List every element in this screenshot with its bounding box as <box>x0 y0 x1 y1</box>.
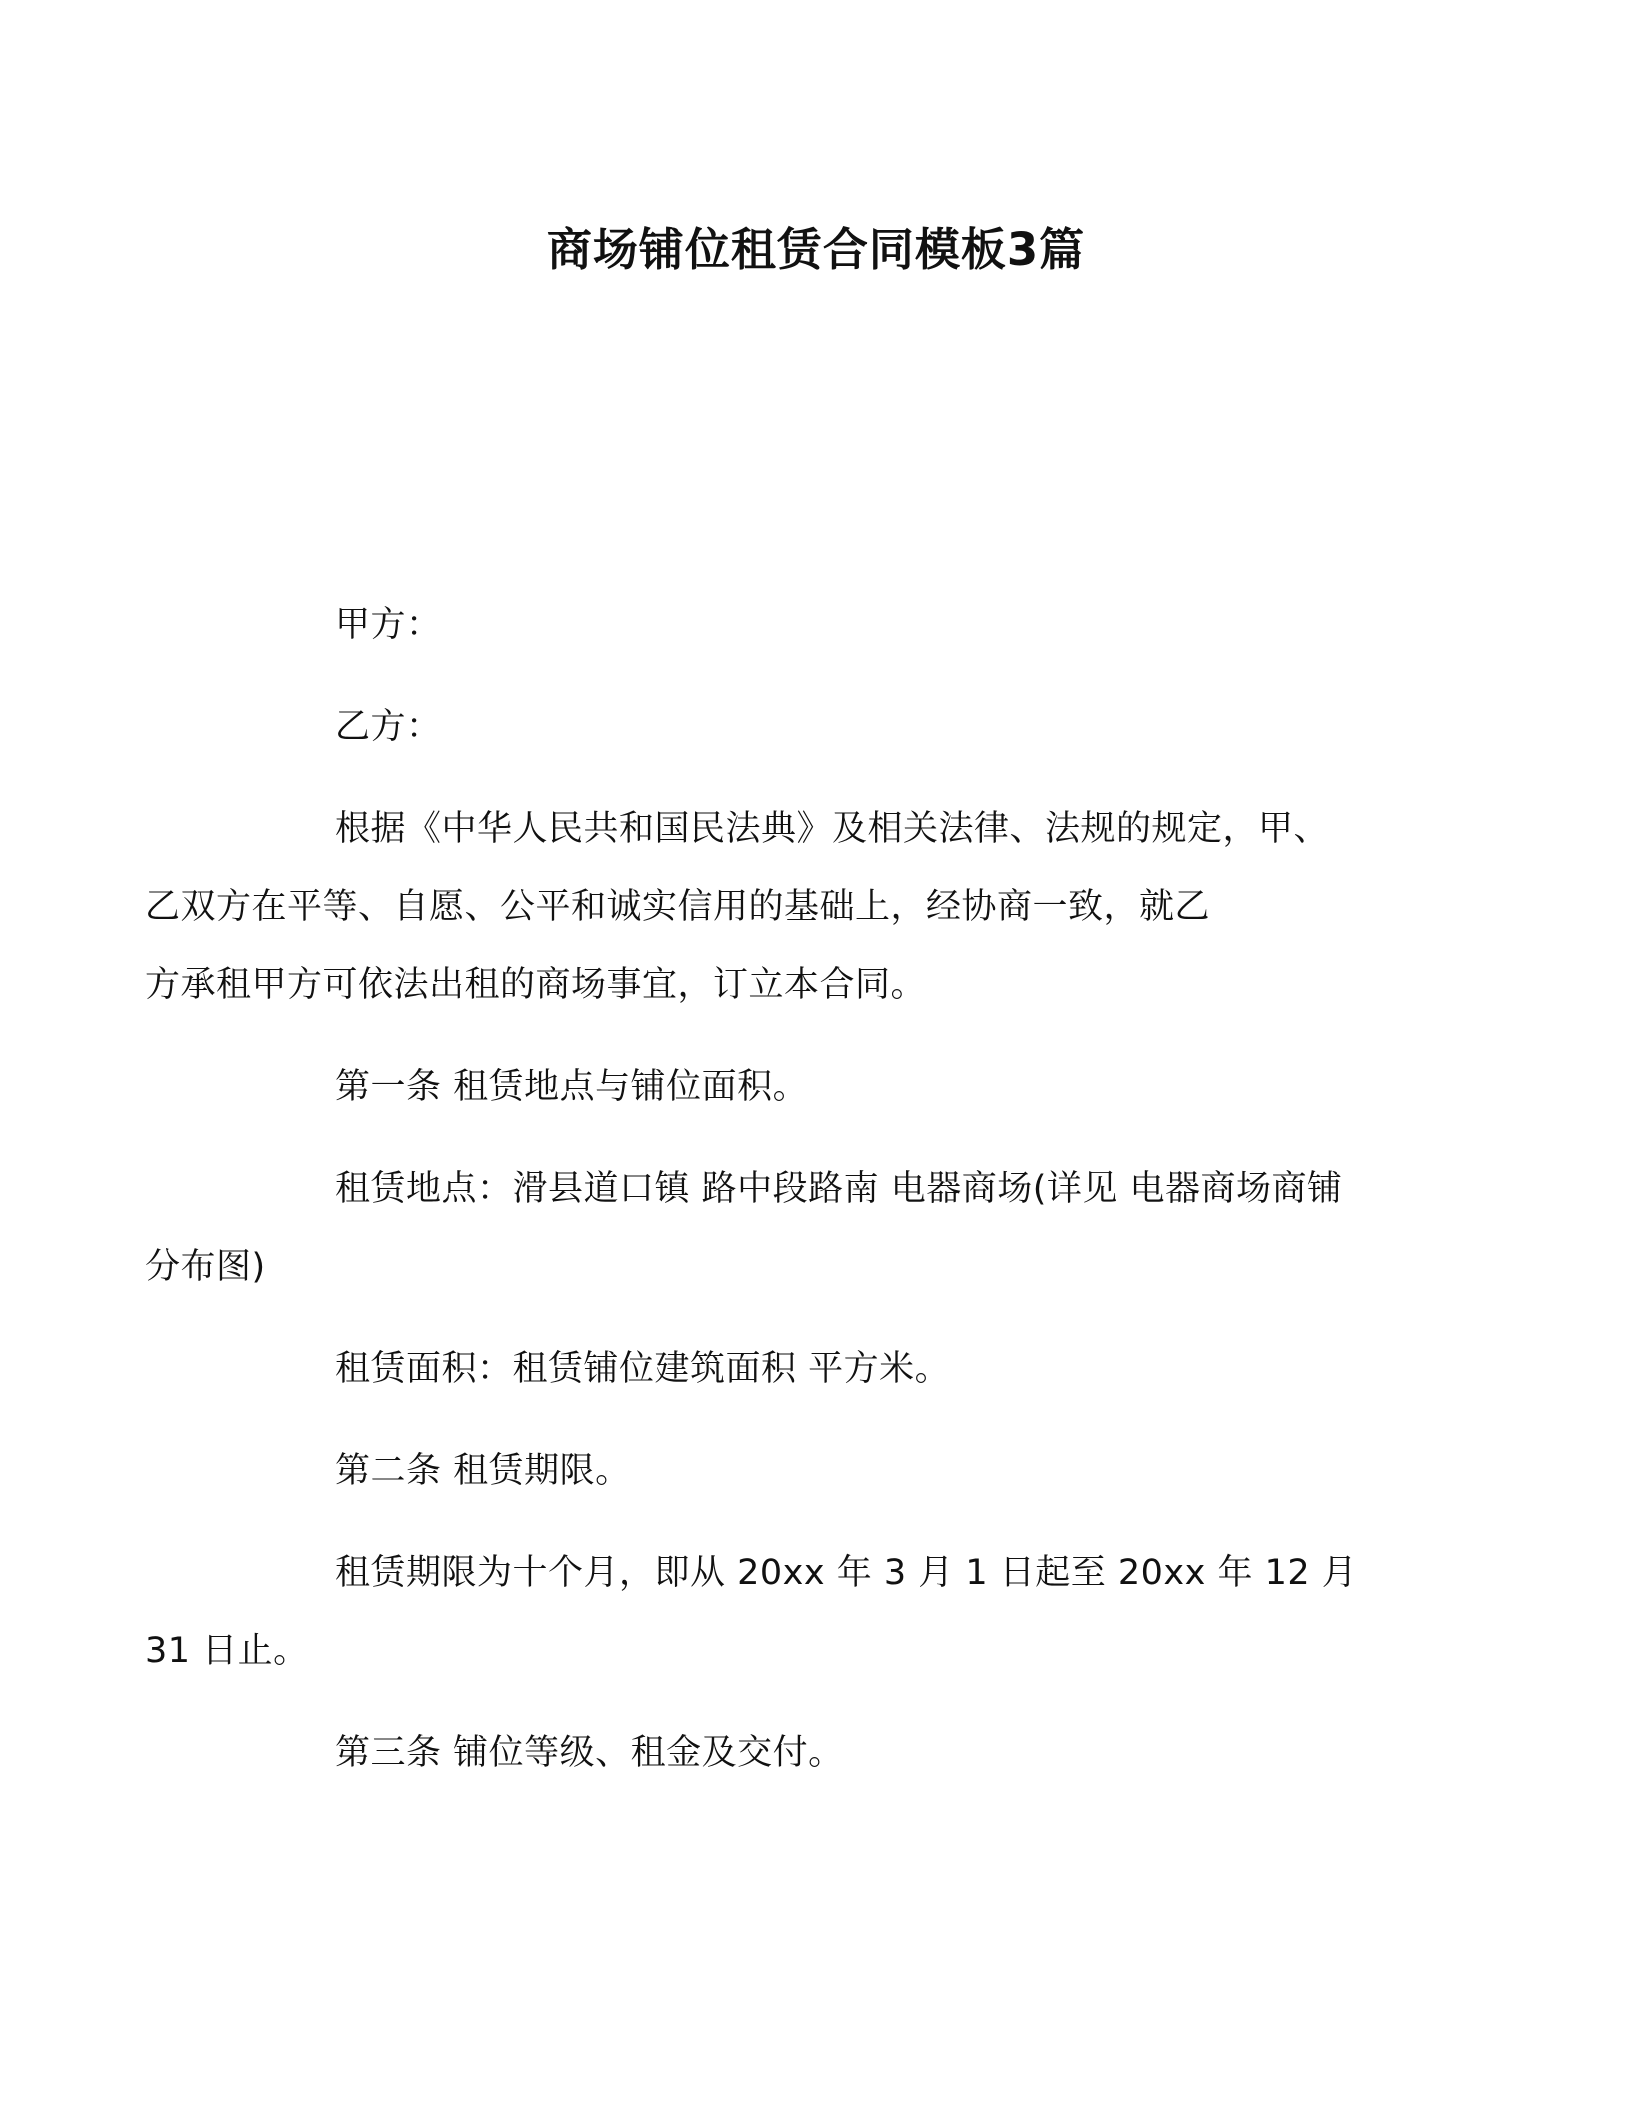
article-2-term-cont <box>145 1612 1400 1690</box>
article-1-location-line-1: 租赁地点：滑县道口镇 路中段路南 电器商场(详见 电器商场商铺 <box>335 1169 1343 1209</box>
article-1-heading-text: 第一条 租赁地点与铺位面积。 <box>335 1067 809 1107</box>
article-1-heading <box>240 1048 1400 1126</box>
document-body <box>145 586 1400 1792</box>
preamble-line-1: 根据《中华人民共和国民法典》及相关法律、法规的规定，甲、 <box>335 809 1330 849</box>
article-2-term-line-1: 租赁期限为十个月，即从 20xx 年 3 月 1 日起至 20xx 年 12 月 <box>335 1553 1358 1593</box>
party-a-line <box>240 586 1400 664</box>
article-1-location <box>240 1150 1400 1228</box>
party-b-label: 乙方： <box>335 707 442 747</box>
party-b-line <box>240 688 1400 766</box>
article-2-term-line-2: 31 日止。 <box>145 1631 309 1671</box>
article-2-heading-text: 第二条 租赁期限。 <box>335 1451 631 1491</box>
article-3-heading <box>240 1714 1400 1792</box>
article-2-term <box>240 1534 1400 1612</box>
preamble-line-3: 方承租甲方可依法出租的商场事宜，订立本合同。 <box>145 965 927 1005</box>
preamble-paragraph <box>240 790 1400 868</box>
preamble-line-2: 乙双方在平等、自愿、公平和诚实信用的基础上，经协商一致，就乙 <box>145 887 1211 927</box>
article-1-location-cont <box>145 1228 1400 1306</box>
document-title: 商场铺位租赁合同模板3篇 <box>546 223 1086 276</box>
article-1-area <box>240 1330 1400 1408</box>
party-a-label: 甲方： <box>335 605 442 645</box>
article-1-area-text: 租赁面积：租赁铺位建筑面积 平方米。 <box>335 1349 951 1389</box>
article-2-heading <box>240 1432 1400 1510</box>
article-3-heading-text: 第三条 铺位等级、租金及交付。 <box>335 1733 844 1773</box>
preamble-paragraph-cont <box>145 868 1400 1024</box>
article-1-location-line-2: 分布图) <box>145 1247 266 1287</box>
